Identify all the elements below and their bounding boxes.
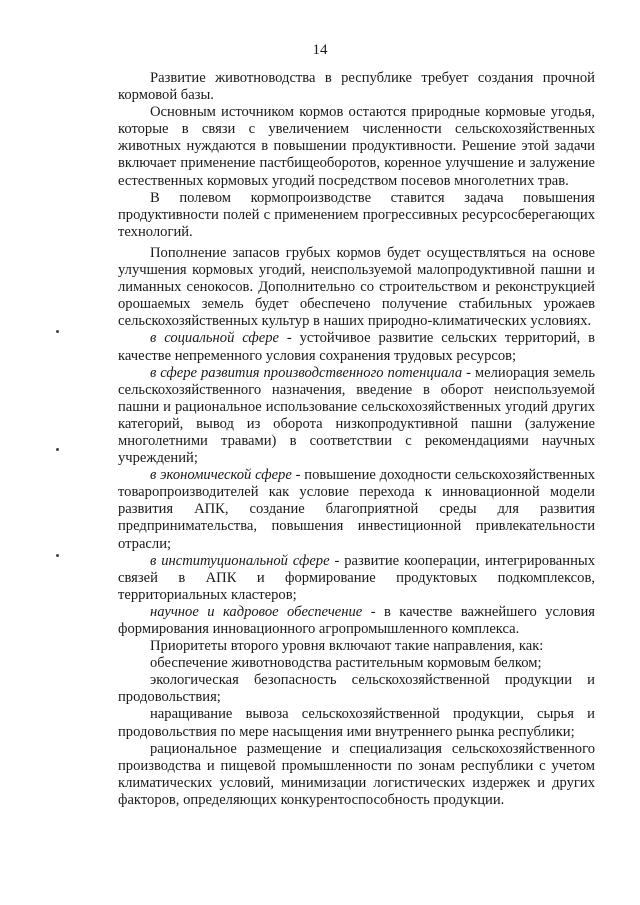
paragraph: рациональное размещение и специализация сельскохозяйственного производства и пищевой промышленности по зонам республики с учетом климатических условий, минимизации логистических издержек и других факторов, определяющих конкурентоспособность продукции. (118, 740, 595, 808)
paragraph: научное и кадровое обеспечение - в качестве важнейшего условия формирования инновационного агропромышленного комплекса. (118, 603, 595, 637)
paragraph: Пополнение запасов грубых кормов будет осуществляться на основе улучшения кормовых угодий, неиспользуемой малопродуктивной пашни и лиманных сенокосов. Дополнительно со строительством и реконструкцией орошаемых земель будет обеспечено получение стабильных урожаев сельскохозяйственных культур в наших природно-климатических условиях. (118, 244, 595, 330)
paragraph: в институциональной сфере - развитие кооперации, интегрированных связей в АПК и формирование продуктовых подкомплексов, территориальных кластеров; (118, 552, 595, 603)
paragraph: в социальной сфере - устойчивое развитие сельских территорий, в качестве непременного условия сохранения трудовых ресурсов; (118, 330, 595, 364)
body-text (118, 70, 595, 809)
paragraph: Приоритеты второго уровня включают такие направления, как: (150, 638, 544, 655)
paragraph: обеспечение животноводства растительным кормовым белком; (150, 655, 542, 672)
paragraph: экологическая безопасность сельскохозяйственной продукции и продовольствия; (118, 672, 595, 706)
page-number: 14 (312, 42, 328, 58)
paragraph: Основным источником кормов остаются природные кормовые угодья, которые в связи с увеличением численности сельскохозяйственных животных нуждаются в повышении продуктивности. Решение этой задачи включает применение пастбищеоборотов, коренное улучшение и залужение естественных кормовых угодий посредством посевов многолетних трав. (118, 104, 595, 189)
paragraph: В полевом кормопроизводстве ставится задача повышения продуктивности полей с применением прогрессивных ресурсосберегающих технологий. (118, 189, 595, 240)
margin-mark (56, 448, 59, 451)
paragraph: в сфере развития производственного потенциала - мелиорация земель сельскохозяйственного назначения, введение в оборот неиспользуемой пашни и рациональное использование сельскохозяйственных угодий других категорий, вывод из оборота низкопродуктивной пашни (залужение многолетними травами) в соответствии с рекомендациями научных учреждений; (118, 364, 595, 467)
paragraph: в экономической сфере - повышение доходности сельскохозяйственных товаропроизводителей как условие перехода к инновационной модели развития АПК, создание благоприятной среды для развития предпринимательства, повышения инвестиционной привлекательности отрасли; (118, 467, 595, 552)
margin-mark (56, 330, 59, 333)
paragraph: Развитие животноводства в республике требует создания прочной кормовой базы. (118, 70, 595, 104)
margin-mark (56, 554, 59, 557)
paragraph: наращивание вывоза сельскохозяйственной продукции, сырья и продовольствия по мере насыщения ими внутреннего рынка республики; (118, 706, 595, 740)
